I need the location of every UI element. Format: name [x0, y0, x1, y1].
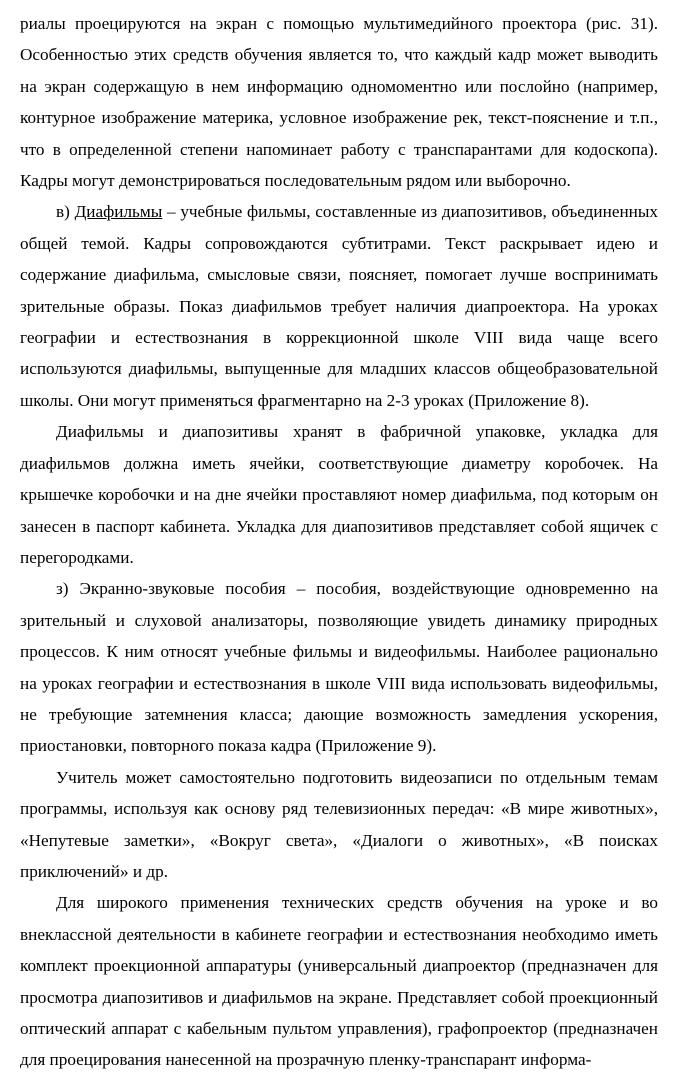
list-marker-v: в): [56, 202, 75, 222]
paragraph-storage: Диафильмы и диапозитивы хранят в фабричной упаковке, укладка для диафильмов должна иметь ячейки, соответствующие диаметру коробочек. На крышечке коробочки и на дне ячейки проставляют номер диафильма, под которым он занесен в паспорт кабинета. Укладка для диапозитивов представляет собой ящичек с перегородками.: [20, 422, 658, 567]
term-diafilmy: Диафильмы: [74, 202, 163, 222]
paragraph-teacher-recordings: Учитель может самостоятельно подготовить видеозаписи по отдельным темам программы, используя как основу ряд телевизионных передач: «В мире животных», «Непутевые заметки», «Вокруг света», «Диалоги о животных», «В поисках приключений» и др.: [20, 767, 658, 881]
paragraph-diafilmy-body: – учебные фильмы, составленные из диапозитивов, объединенных общей темой. Кадры сопровождаются субтитрами. Текст раскрывает идею и содержание диафильма, смысловые связи, поясняет, помогает лучше воспринимать зрительные образы. Показ диафильмов требует наличия диапроектора. На уроках географии и естествознания в коррекционной школе VIII вида чаще всего используются диафильмы, выпущенные для младших классов общеобразовательной школы. Они могут применяться фрагментарно на 2-3 уроках (Приложение 8).: [20, 202, 658, 410]
paragraph-projection-equipment: Для широкого применения технических средств обучения на уроке и во внеклассной деятельности в кабинете географии и естествознания необходимо иметь комплект проекционной аппаратуры (универсальный диапроектор (предназначен для просмотра диапозитивов и диафильмов на экране. Представляет собой проекционный оптический аппарат с кабельным пультом управления), графопроектор (предназначен для проецирования нанесенной на прозрачную пленку-транспарант информа-: [20, 893, 658, 1070]
paragraph-diafilmy: [20, 196, 658, 416]
paragraph-continuation: риалы проецируются на экран с помощью мультимедийного проектора (рис. 31). Особенностью этих средств обучения является то, что каждый кадр может выводить на экран содержащую в нем информацию одномоментно или послойно (например, контурное изображение материка, условное изображение рек, текст-пояснение и т.п., что в определенной степени напоминает работу с транспарантами для кодоскопа). Кадры могут демонстрироваться последовательным рядом или выборочно.: [20, 14, 658, 191]
paragraph-screen-sound-aids: з) Экранно-звуковые пособия – пособия, воздействующие одновременно на зрительный и слуховой анализаторы, позволяющие увидеть динамику природных процессов. К ним относят учебные фильмы и видеофильмы. Наиболее рационально на уроках географии и естествознания в школе VIII вида использовать видеофильмы, не требующие затемнения класса; дающие возможность замедления ускорения, приостановки, повторного показа кадра (Приложение 9).: [20, 579, 658, 756]
